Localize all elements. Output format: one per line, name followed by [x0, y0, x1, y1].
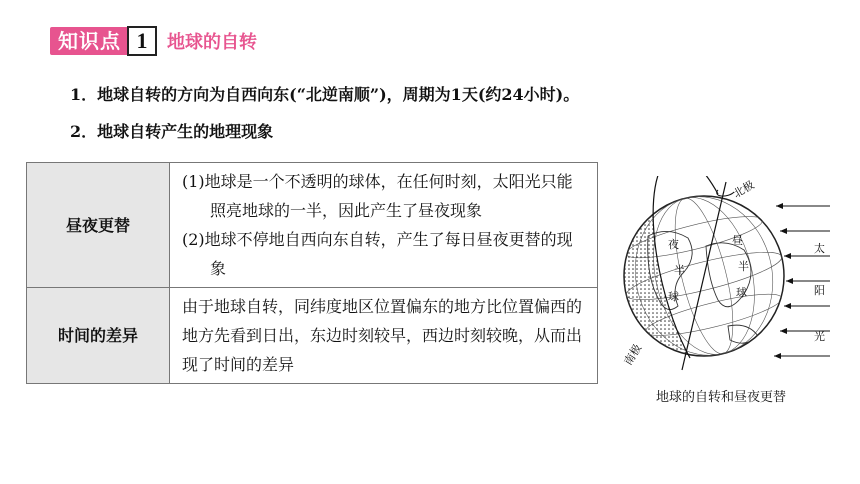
row-label-day-night: 昼夜更替: [27, 163, 170, 288]
svg-text:球: 球: [668, 290, 679, 303]
row-content-time-difference: 由于地球自转，同纬度地区位置偏东的地方比位置偏西的地方先看到日出，东边时刻较早，西边时刻较晚，从而出现了时间的差异: [170, 288, 598, 384]
svg-text:昼: 昼: [732, 234, 743, 247]
sunlight-label-char-2: 阳: [814, 284, 825, 297]
sunlight-label-char-1: 太: [814, 242, 825, 255]
south-pole-label: 南极: [621, 342, 645, 368]
globe: [608, 176, 789, 370]
table-row: [27, 163, 598, 288]
figure-caption: 地球的自转和昼夜更替: [655, 390, 786, 405]
table-row: [27, 288, 598, 384]
content-item-2: (2)地球不停地自西向东自转，产生了每日昼夜更替的现象: [182, 230, 573, 278]
sunlight-label-char-3: 光: [814, 330, 825, 343]
knowledge-point-tag: 知识点: [50, 27, 127, 55]
point-1-text: 1．地球自转的方向为自西向东(“北逆南顺”)，周期为1天(约24小时)。: [70, 85, 580, 104]
svg-text:球: 球: [736, 286, 747, 299]
knowledge-point-number: 1: [127, 26, 157, 56]
row-label-time-difference: 时间的差异: [27, 288, 170, 384]
svg-text:半: 半: [674, 264, 685, 277]
phenomena-table: [26, 162, 598, 384]
knowledge-point-header: [50, 26, 257, 56]
content-item-1: (1)地球是一个不透明的球体，在任何时刻，太阳光只能照亮地球的一半，因此产生了昼夜现象: [182, 172, 573, 220]
svg-text:半: 半: [738, 260, 749, 273]
earth-rotation-figure: [608, 176, 834, 416]
row-content-day-night: [170, 163, 598, 288]
north-pole-label: 北极: [731, 178, 757, 201]
knowledge-point-title: 地球的自转: [167, 32, 257, 53]
svg-text:夜: 夜: [668, 238, 679, 251]
point-2-text: 2．地球自转产生的地理现象: [70, 122, 274, 141]
